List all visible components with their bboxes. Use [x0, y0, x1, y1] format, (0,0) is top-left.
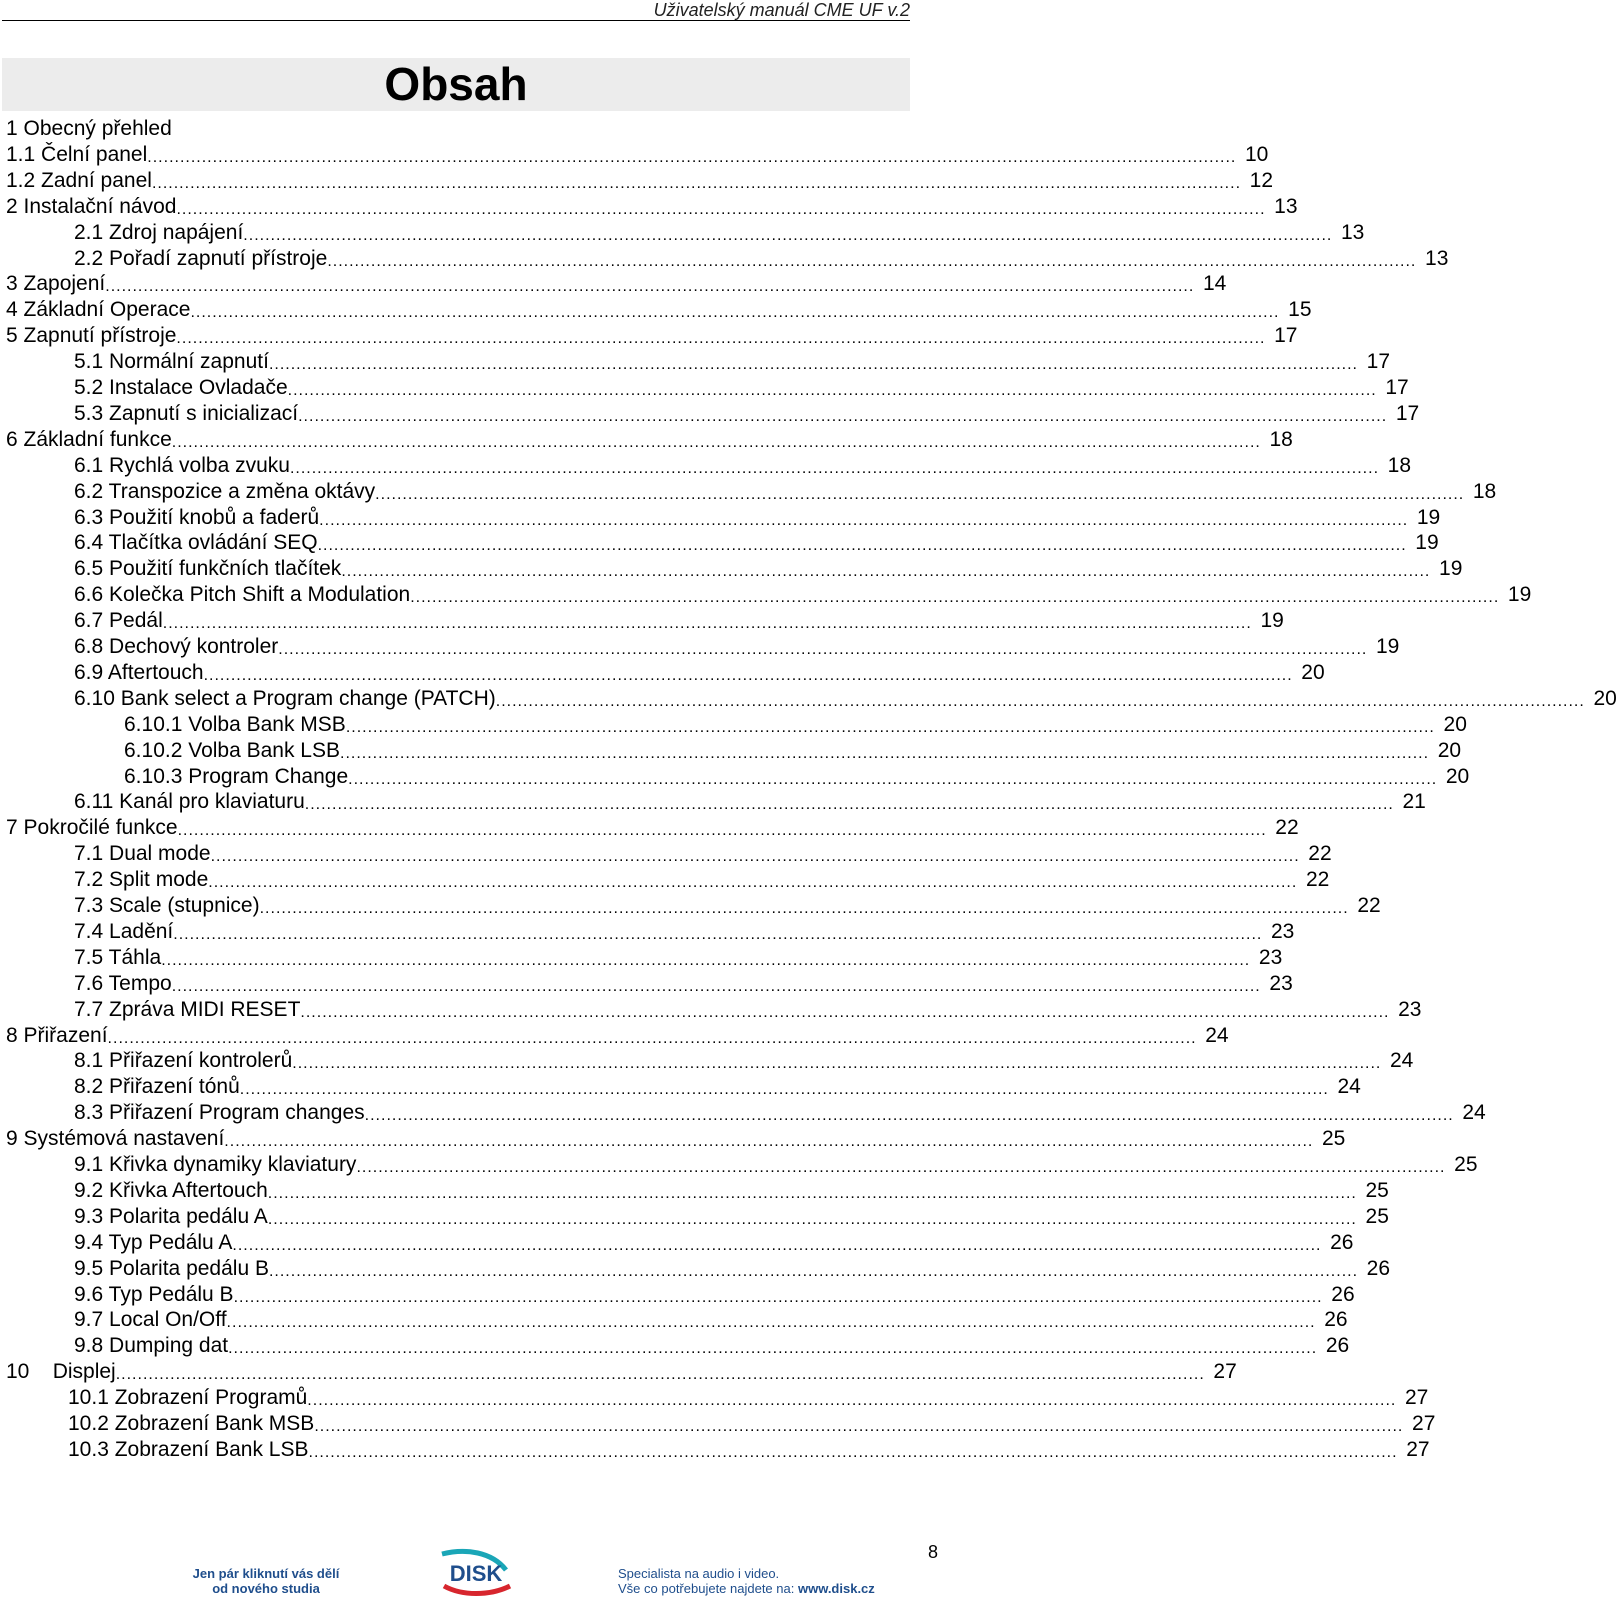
toc-entry-label: 9.7 Local On/Off [74, 1308, 227, 1332]
toc-entry-leader: ........................................................................................................................................................................................................ [171, 433, 1261, 451]
toc-entry[interactable] [74, 1282, 1355, 1308]
toc-entry[interactable] [6, 1359, 1237, 1385]
toc-entry[interactable] [74, 789, 1426, 815]
toc-entry-label: 6.7 Pedál [74, 609, 163, 633]
toc-entry[interactable] [74, 919, 1295, 945]
toc-entry[interactable] [6, 168, 1274, 194]
toc-entry-label: 10.2 Zobrazení Bank MSB [68, 1412, 315, 1435]
toc-entry-page: 24 [1462, 1101, 1486, 1125]
toc-entry-leader: ........................................................................................................................................................................................................ [239, 1081, 1329, 1099]
toc-entry-page: 12 [1249, 168, 1274, 192]
toc-entry[interactable] [74, 1048, 1414, 1074]
toc-entry-page: 20 [1593, 686, 1617, 710]
footer-slogan-line2: od nového studia [212, 1581, 320, 1596]
toc-entry[interactable] [74, 867, 1330, 893]
toc-entry-leader: ........................................................................................................................................................................................................ [226, 1314, 1316, 1332]
disk-logo-text: DISK [449, 1561, 503, 1586]
toc-entry-leader: ........................................................................................................................................................................................................ [345, 718, 1435, 736]
toc-entry-label: 6.11 Kanál pro klaviaturu [74, 790, 305, 814]
toc-entry-label: 6.10 Bank select a Program change (PATCH) [74, 686, 496, 710]
toc-entry-label: 8.2 Přiřazení tónů [74, 1075, 240, 1099]
toc-entry-label: 1.2 Zadní panel [6, 168, 152, 192]
toc-entry-page: 19 [1439, 557, 1463, 581]
toc-entry-page: 27 [1412, 1412, 1436, 1435]
toc-entry[interactable] [124, 712, 1467, 738]
page-number: 8 [927, 1542, 938, 1562]
toc-entry[interactable] [6, 323, 1298, 349]
toc-entry-page: 17 [1385, 376, 1409, 399]
footer-info-prefix: Vše co potřebujete najdete na: [618, 1581, 798, 1596]
toc-entry-leader: ........................................................................................................................................................................................................ [176, 330, 1266, 348]
toc-entry-label: 1.1 Čelní panel [6, 142, 148, 166]
toc-entry-label: 7.6 Tempo [74, 971, 172, 995]
toc-entry-label: 6.2 Transpozice a změna oktávy [74, 479, 376, 503]
toc-entry-page: 20 [1437, 738, 1462, 762]
toc-entry-leader: ........................................................................................................................................................................................................ [243, 226, 1333, 244]
toc-entry-leader: ........................................................................................................................................................................................................ [162, 615, 1252, 633]
toc-entry[interactable] [6, 271, 1227, 297]
toc-entry-label: 9 Systémová nastavení [6, 1127, 225, 1151]
toc-entry[interactable] [74, 634, 1400, 660]
toc-entry[interactable] [74, 1178, 1389, 1204]
toc-entry-leader: ........................................................................................................................................................................................................ [268, 1262, 1359, 1280]
toc-entry[interactable] [74, 401, 1420, 427]
toc-entry-label: 1 Obecný přehled [6, 117, 172, 140]
toc-entry-page: 26 [1324, 1308, 1348, 1332]
toc-entry-page: 27 [1406, 1437, 1430, 1461]
toc-entry[interactable] [74, 971, 1293, 997]
toc-entry-label: 6 Základní funkce [6, 427, 172, 451]
toc-entry[interactable] [74, 841, 1332, 867]
toc-entry[interactable] [6, 297, 1312, 323]
toc-entry-label: 5 Zapnutí přístroje [6, 324, 177, 348]
toc-entry[interactable] [74, 1230, 1354, 1256]
toc-entry[interactable] [74, 1152, 1478, 1178]
toc-entry[interactable] [74, 608, 1284, 634]
toc-entry-label: 6.5 Použití funkčních tlačítek [74, 557, 342, 581]
toc-entry-page: 18 [1387, 453, 1412, 477]
toc-entry-label: 9.1 Křivka dynamiky klaviatury [74, 1153, 357, 1176]
toc-entry[interactable] [68, 1437, 1430, 1463]
toc-entry-page: 13 [1341, 220, 1365, 244]
toc-entry-label: 7.4 Ladění [74, 919, 174, 943]
toc-entry-label: 7.7 Zpráva MIDI RESET [74, 997, 301, 1021]
toc-entry[interactable] [6, 1126, 1346, 1152]
toc-entry-label: 6.6 Kolečka Pitch Shift a Modulation [74, 583, 411, 607]
footer-info [618, 1566, 875, 1596]
toc-entry-page: 21 [1402, 790, 1426, 814]
toc-entry-page: 27 [1405, 1386, 1429, 1410]
toc-entry-leader: ........................................................................................................................................................................................................ [292, 1055, 1382, 1073]
toc-entry-label: 9.6 Typ Pedálu B [74, 1282, 234, 1306]
toc-entry-label: 9.2 Křivka Aftertouch [74, 1178, 268, 1202]
toc-entry[interactable] [74, 997, 1422, 1023]
toc-entry-leader: ........................................................................................................................................................................................................ [105, 278, 1195, 296]
toc-entry[interactable] [74, 893, 1381, 919]
toc-entry-page: 20 [1445, 764, 1470, 788]
toc-entry-label: 7.3 Scale (stupnice) [74, 894, 260, 917]
toc-entry[interactable] [74, 375, 1409, 401]
toc-entry-label: 6.10.2 Volba Bank LSB [124, 738, 340, 762]
toc-entry[interactable] [74, 1100, 1486, 1126]
toc-entry-leader: ........................................................................................................................................................................................................ [177, 822, 1267, 840]
toc-entry-leader: ........................................................................................................................................................................................................ [287, 382, 1377, 399]
toc-entry-label: 5.3 Zapnutí s inicializací [74, 401, 299, 425]
toc-entry-page: 26 [1331, 1282, 1355, 1306]
toc-entry-label: 8.3 Přiřazení Program changes [74, 1101, 365, 1125]
toc-entry-label: 9.5 Polarita pedálu B [74, 1256, 269, 1280]
toc-entry-label: 7.5 Táhla [74, 945, 162, 969]
header-title: Uživatelský manuál CME UF v.2 [653, 0, 910, 20]
toc-entry-label: 6.10.3 Program Change [124, 764, 349, 788]
toc-entry-leader: ........................................................................................................................................................................................................ [233, 1288, 1323, 1306]
toc-entry-page: 25 [1454, 1153, 1478, 1176]
header-rule [2, 20, 910, 21]
toc-entry-page: 23 [1270, 919, 1295, 943]
footer-info-line2 [618, 1581, 875, 1596]
toc-entry-page: 22 [1308, 842, 1332, 866]
toc-entry[interactable] [6, 194, 1298, 220]
toc-entry[interactable] [74, 582, 1532, 608]
toc-entry-leader: ........................................................................................................................................................................................................ [161, 951, 1251, 969]
toc-entry-page: 20 [1443, 712, 1467, 736]
toc-entry[interactable] [74, 220, 1365, 246]
toc-entry-leader: ........................................................................................................................................................................................................ [410, 589, 1500, 607]
toc-entry-label: 6.8 Dechový kontroler [74, 635, 279, 658]
toc-entry-page: 24 [1205, 1023, 1229, 1047]
toc-entry-label: 4 Základní Operace [6, 298, 191, 322]
toc-entry-leader: ........................................................................................................................................................................................................ [268, 356, 1358, 374]
toc-entry-page: 25 [1322, 1127, 1346, 1151]
toc-entry-leader: ........................................................................................................................................................................................................ [300, 1003, 1390, 1021]
toc-entry-page: 15 [1288, 298, 1312, 322]
toc-entry-label: 5.2 Instalace Ovladače [74, 376, 288, 399]
toc-entry-label: 7.1 Dual mode [74, 842, 211, 866]
toc-entry-page: 26 [1366, 1256, 1391, 1280]
toc-entry-leader: ........................................................................................................................................................................................................ [171, 977, 1261, 995]
toc-entry-label: 6.3 Použití knobů a faderů [74, 505, 320, 529]
toc-entry-page: 18 [1472, 479, 1497, 503]
toc-entry[interactable] [74, 1204, 1389, 1230]
toc-entry-page: 10 [1244, 142, 1269, 166]
footer-slogan [176, 1566, 356, 1596]
toc-entry-page: 26 [1330, 1230, 1354, 1254]
toc-entry-page: 24 [1337, 1075, 1361, 1099]
toc-entry-leader: ........................................................................................................................................................................................................ [348, 770, 1438, 788]
toc-entry-leader: ........................................................................................................................................................................................................ [147, 148, 1237, 166]
toc-entry-page: 19 [1375, 635, 1400, 658]
toc-entry[interactable] [74, 556, 1463, 582]
toc-entry[interactable] [74, 453, 1412, 479]
toc-entry[interactable] [124, 738, 1462, 764]
toc-entry-leader: ........................................................................................................................................................................................................ [259, 900, 1349, 917]
toc-entry[interactable] [6, 116, 876, 142]
toc-entry-leader: ........................................................................................................................................................................................................ [176, 200, 1266, 218]
toc-entry-page: 13 [1425, 246, 1449, 270]
toc-entry-leader: ........................................................................................................................................................................................................ [364, 1107, 1454, 1125]
toc-entry-label: 2 Instalační návod [6, 194, 177, 218]
toc-entry[interactable] [74, 246, 1449, 272]
toc-entry[interactable] [74, 1256, 1391, 1282]
toc-entry-page: 24 [1389, 1049, 1414, 1073]
toc-entry-leader: ........................................................................................................................................................................................................ [173, 925, 1263, 943]
toc-entry[interactable] [74, 349, 1390, 375]
page-heading: Obsah [384, 58, 528, 110]
toc-entry[interactable] [74, 505, 1441, 531]
toc-entry-label: 9.8 Dumping dat [74, 1334, 229, 1358]
toc-entry-label: 2.1 Zdroj napájení [74, 220, 244, 244]
toc-entry[interactable] [6, 815, 1299, 841]
toc-entry-page: 14 [1202, 272, 1227, 296]
toc-entry-leader: ........................................................................................................................................................................................................ [208, 874, 1298, 892]
toc-entry[interactable] [74, 479, 1497, 505]
toc-entry-leader: ........................................................................................................................................................................................................ [307, 1392, 1397, 1410]
toc-entry-page: 19 [1507, 583, 1532, 607]
toc-entry-page: 27 [1213, 1360, 1237, 1384]
toc-entry-page: 17 [1395, 401, 1420, 425]
toc-entry-page: 23 [1269, 971, 1293, 995]
toc-entry-label: 2.2 Pořadí zapnutí přístroje [74, 246, 328, 270]
toc-entry-label: 3 Zapojení [6, 272, 106, 296]
toc-entry-leader: ........................................................................................................................................................................................................ [319, 511, 1409, 529]
toc-entry-label: 8 Přiřazení [6, 1023, 108, 1047]
toc-entry-label: 5.1 Normální zapnutí [74, 350, 269, 374]
toc-entry-page: 19 [1260, 609, 1284, 633]
toc-entry-leader: ........................................................................................................................................................................................................ [495, 692, 1585, 710]
toc-entry[interactable] [74, 660, 1325, 686]
toc-entry-label: 10.3 Zobrazení Bank LSB [68, 1437, 309, 1461]
toc-entry[interactable] [74, 530, 1439, 556]
toc-entry-page: 22 [1357, 894, 1381, 917]
toc-entry-leader: ........................................................................................................................................................................................................ [267, 1210, 1357, 1228]
disk-logo-graphic [436, 1548, 516, 1598]
toc-entry-page: 13 [1274, 194, 1298, 218]
toc-entry[interactable] [74, 1074, 1361, 1100]
footer-slogan-line1: Jen pár kliknutí vás dělí [192, 1566, 340, 1581]
toc-entry-leader: ........................................................................................................................................................................................................ [375, 485, 1465, 503]
toc-entry-page: 19 [1416, 505, 1441, 529]
disk-logo-icon [436, 1548, 516, 1603]
toc-entry[interactable] [124, 764, 1470, 790]
toc-entry[interactable] [6, 142, 1269, 168]
toc-entry-label: 10.1 Zobrazení Programů [68, 1386, 308, 1410]
toc-entry-leader: ........................................................................................................................................................................................................ [151, 174, 1242, 192]
toc-entry-leader: ........................................................................................................................................................................................................ [308, 1443, 1398, 1461]
toc-entry[interactable] [74, 686, 1617, 712]
toc-entry-label: 6.4 Tlačítka ovládání SEQ [74, 531, 318, 555]
toc-entry-leader: ........................................................................................................................................................................................................ [356, 1159, 1446, 1176]
toc-entry-leader: ........................................................................................................................................................................................................ [341, 563, 1431, 581]
toc-entry-label: 7.2 Split mode [74, 868, 209, 892]
toc-entry-leader: ........................................................................................................................................................................................................ [317, 537, 1407, 555]
toc-entry-label: 9.4 Typ Pedálu A [74, 1230, 233, 1254]
toc-entry-page: 17 [1366, 350, 1390, 374]
toc-entry-leader: ........................................................................................................................................................................................................ [115, 1366, 1205, 1384]
toc-entry-leader: ........................................................................................................................................................................................................ [278, 641, 1368, 658]
toc-entry-leader: ........................................................................................................................................................................................................ [267, 1184, 1357, 1202]
toc-entry-page: 25 [1365, 1204, 1389, 1228]
toc-entry-page: 22 [1305, 868, 1330, 892]
toc-entry-leader: ........................................................................................................................................................................................................ [314, 1418, 1404, 1435]
toc-entry-leader: ........................................................................................................................................................................................................ [190, 304, 1280, 322]
toc-entry[interactable] [6, 1023, 1229, 1049]
toc-entry-leader: ........................................................................................................................................................................................................ [224, 1133, 1314, 1151]
toc-entry-leader: ........................................................................................................................................................................................................ [232, 1236, 1322, 1254]
toc-entry-page: 23 [1398, 997, 1422, 1021]
toc-entry-leader: ........................................................................................................................................................................................................ [210, 848, 1300, 866]
toc-entry-leader: ........................................................................................................................................................................................................ [298, 407, 1388, 425]
toc-entry-label: 7 Pokročilé funkce [6, 816, 178, 840]
toc-entry[interactable] [6, 427, 1293, 453]
toc-entry-page: 25 [1365, 1178, 1389, 1202]
toc-entry-page: 17 [1274, 324, 1298, 348]
toc-entry-page: 20 [1301, 660, 1325, 684]
toc-entry[interactable] [74, 1333, 1350, 1359]
toc-entry[interactable] [74, 1307, 1348, 1333]
toc-entry-leader: ........................................................................................................................................................................................................ [304, 796, 1394, 814]
toc-entry-leader: ........................................................................................................................................................................................................ [340, 744, 1430, 762]
footer-url-link[interactable]: www.disk.cz [797, 1581, 875, 1596]
toc-entry-leader: ........................................................................................................................................................................................................ [327, 252, 1417, 270]
toc-entry[interactable] [68, 1385, 1429, 1411]
footer-info-line1: Specialista na audio i video. [618, 1566, 780, 1581]
toc-entry-leader: ........................................................................................................................................................................................................ [203, 666, 1293, 684]
toc-entry-label: 6.1 Rychlá volba zvuku [74, 453, 290, 477]
toc-entry-label: 8.1 Přiřazení kontrolerů [74, 1049, 293, 1073]
toc-entry-label: 9.3 Polarita pedálu A [74, 1204, 268, 1228]
toc-entry[interactable] [68, 1411, 1436, 1437]
toc-entry-page: 26 [1325, 1334, 1350, 1358]
toc-entry[interactable] [74, 945, 1283, 971]
toc-entry-page: 19 [1415, 531, 1439, 555]
toc-entry-label: 10 Displej [6, 1360, 116, 1384]
toc-entry-label: 6.9 Aftertouch [74, 660, 204, 684]
toc-entry-page: 22 [1275, 816, 1299, 840]
toc-entry-page: 18 [1269, 427, 1293, 451]
toc-entry-label: 6.10.1 Volba Bank MSB [124, 712, 346, 736]
toc-entry-page: 23 [1258, 945, 1283, 969]
toc-entry-leader: ........................................................................................................................................................................................................ [107, 1029, 1197, 1047]
toc-entry-leader: ........................................................................................................................................................................................................ [228, 1340, 1318, 1358]
toc-entry-leader: ........................................................................................................................................................................................................ [289, 459, 1380, 477]
